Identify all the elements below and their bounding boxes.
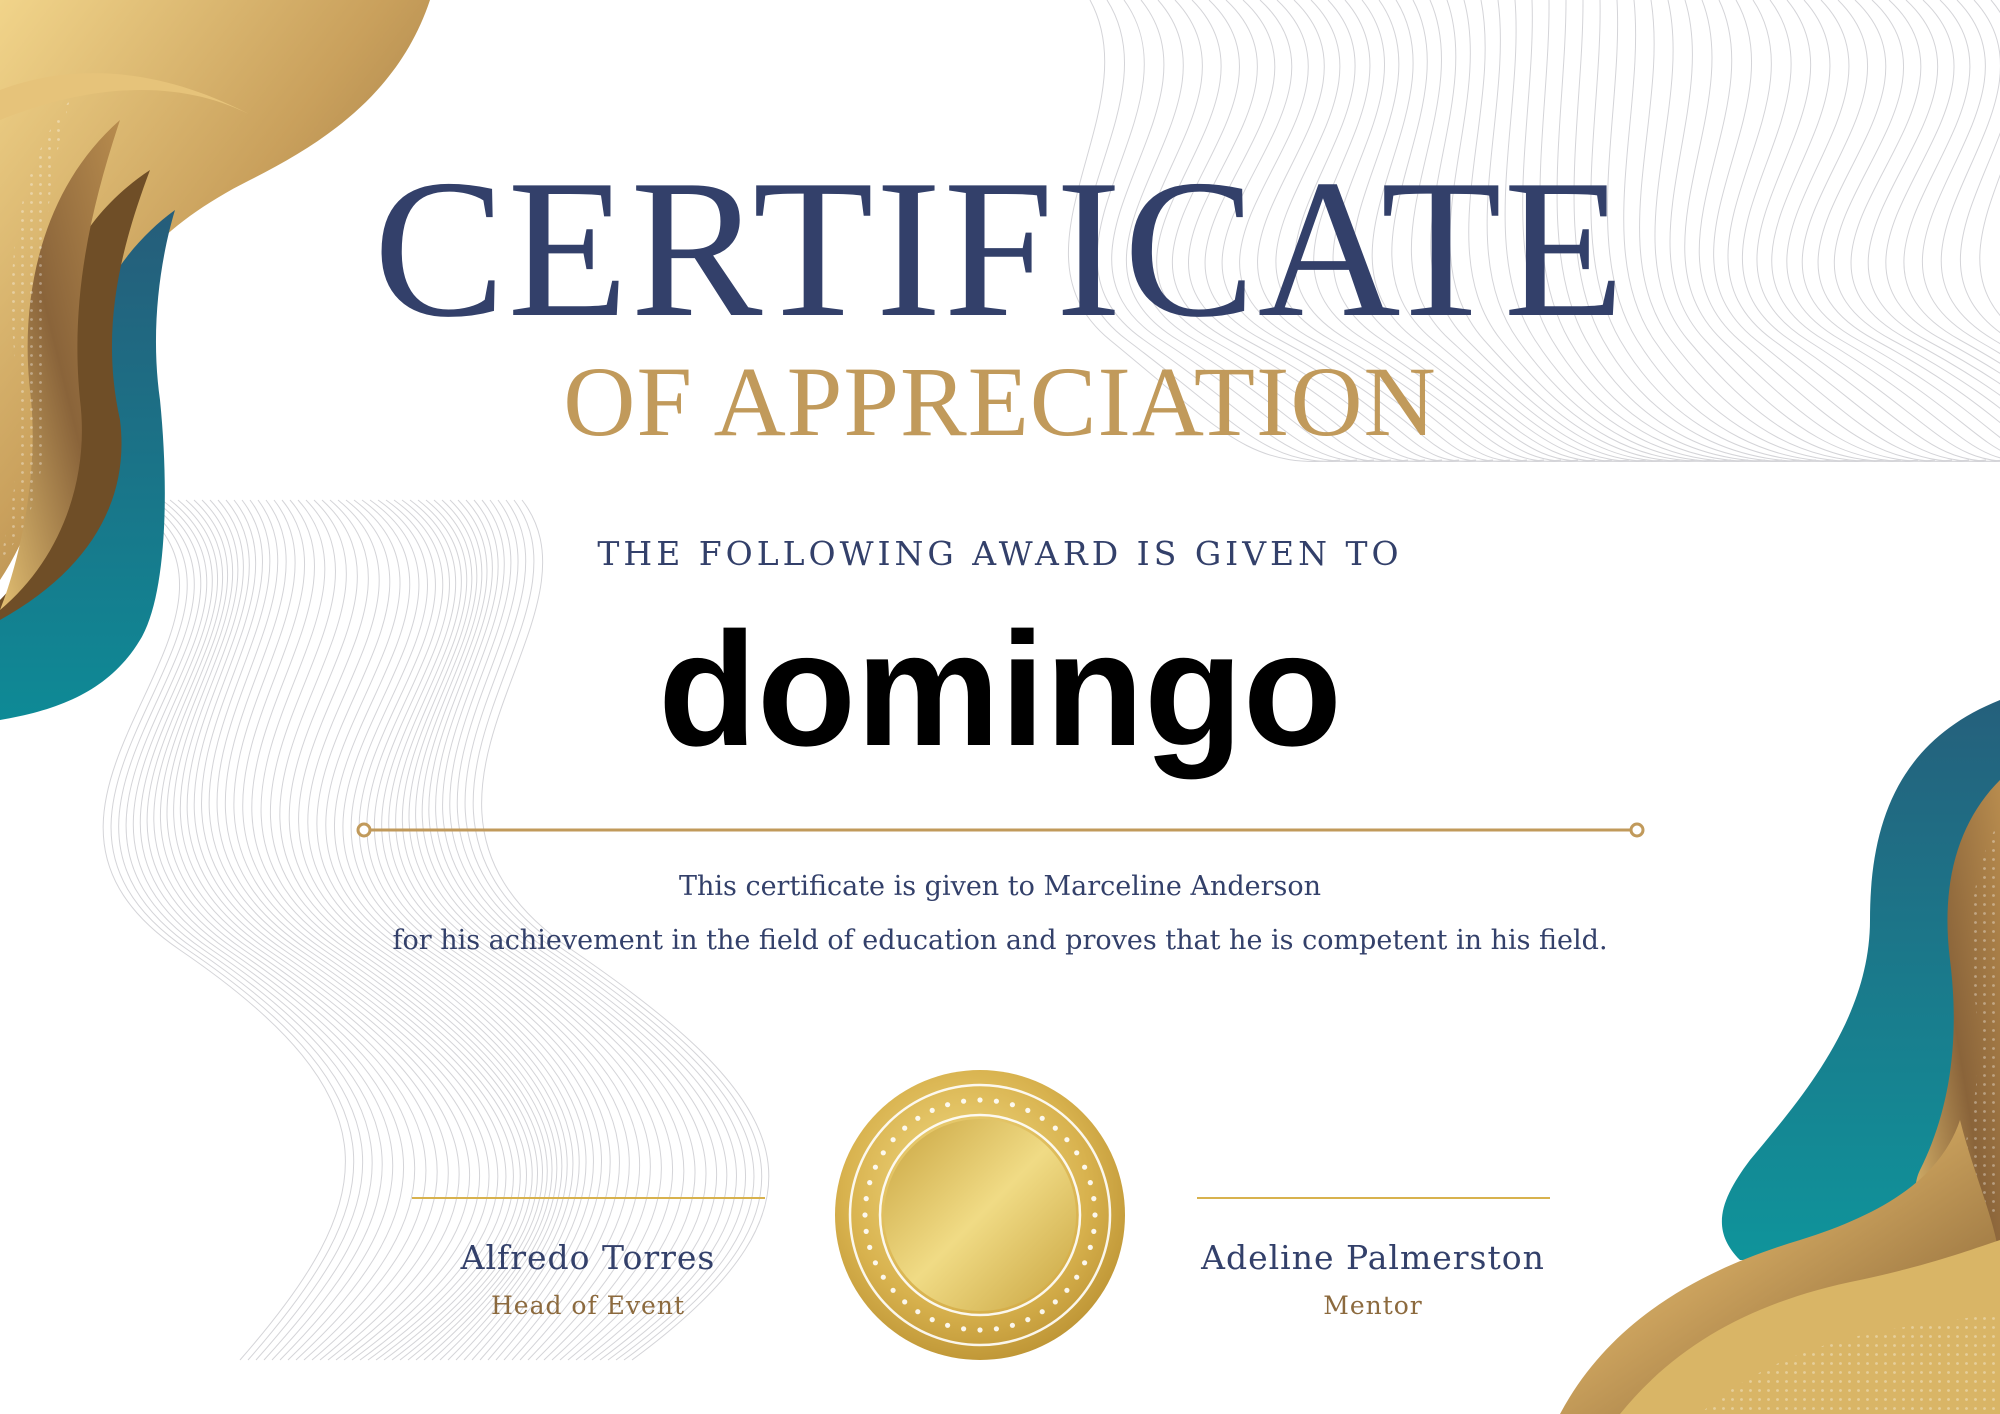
signatory-name: Adeline Palmerston: [1201, 1238, 1545, 1277]
signature-left: [388, 1238, 788, 1320]
description-line-2: for his achievement in the field of education and proves that he is competent in his field.: [392, 925, 1608, 956]
signatory-role: Mentor: [1323, 1291, 1423, 1320]
signatory-name: Alfredo Torres: [460, 1238, 716, 1277]
gold-seal-icon: [835, 1070, 1125, 1360]
award-intro: THE FOLLOWING AWARD IS GIVEN TO: [597, 534, 1403, 573]
name-divider: [358, 824, 1643, 836]
signature-right: [1173, 1238, 1573, 1320]
certificate-title: CERTIFICATE: [373, 139, 1627, 358]
certificate-subtitle: OF APPRECIATION: [563, 346, 1437, 457]
corner-swirl-bottom-right: [1560, 700, 2000, 1414]
certificate-description: [0, 860, 2000, 968]
signatory-role: Head of Event: [490, 1291, 686, 1320]
recipient-name: domingo: [658, 599, 1342, 780]
description-line-1: This certificate is given to Marceline Anderson: [678, 871, 1321, 902]
